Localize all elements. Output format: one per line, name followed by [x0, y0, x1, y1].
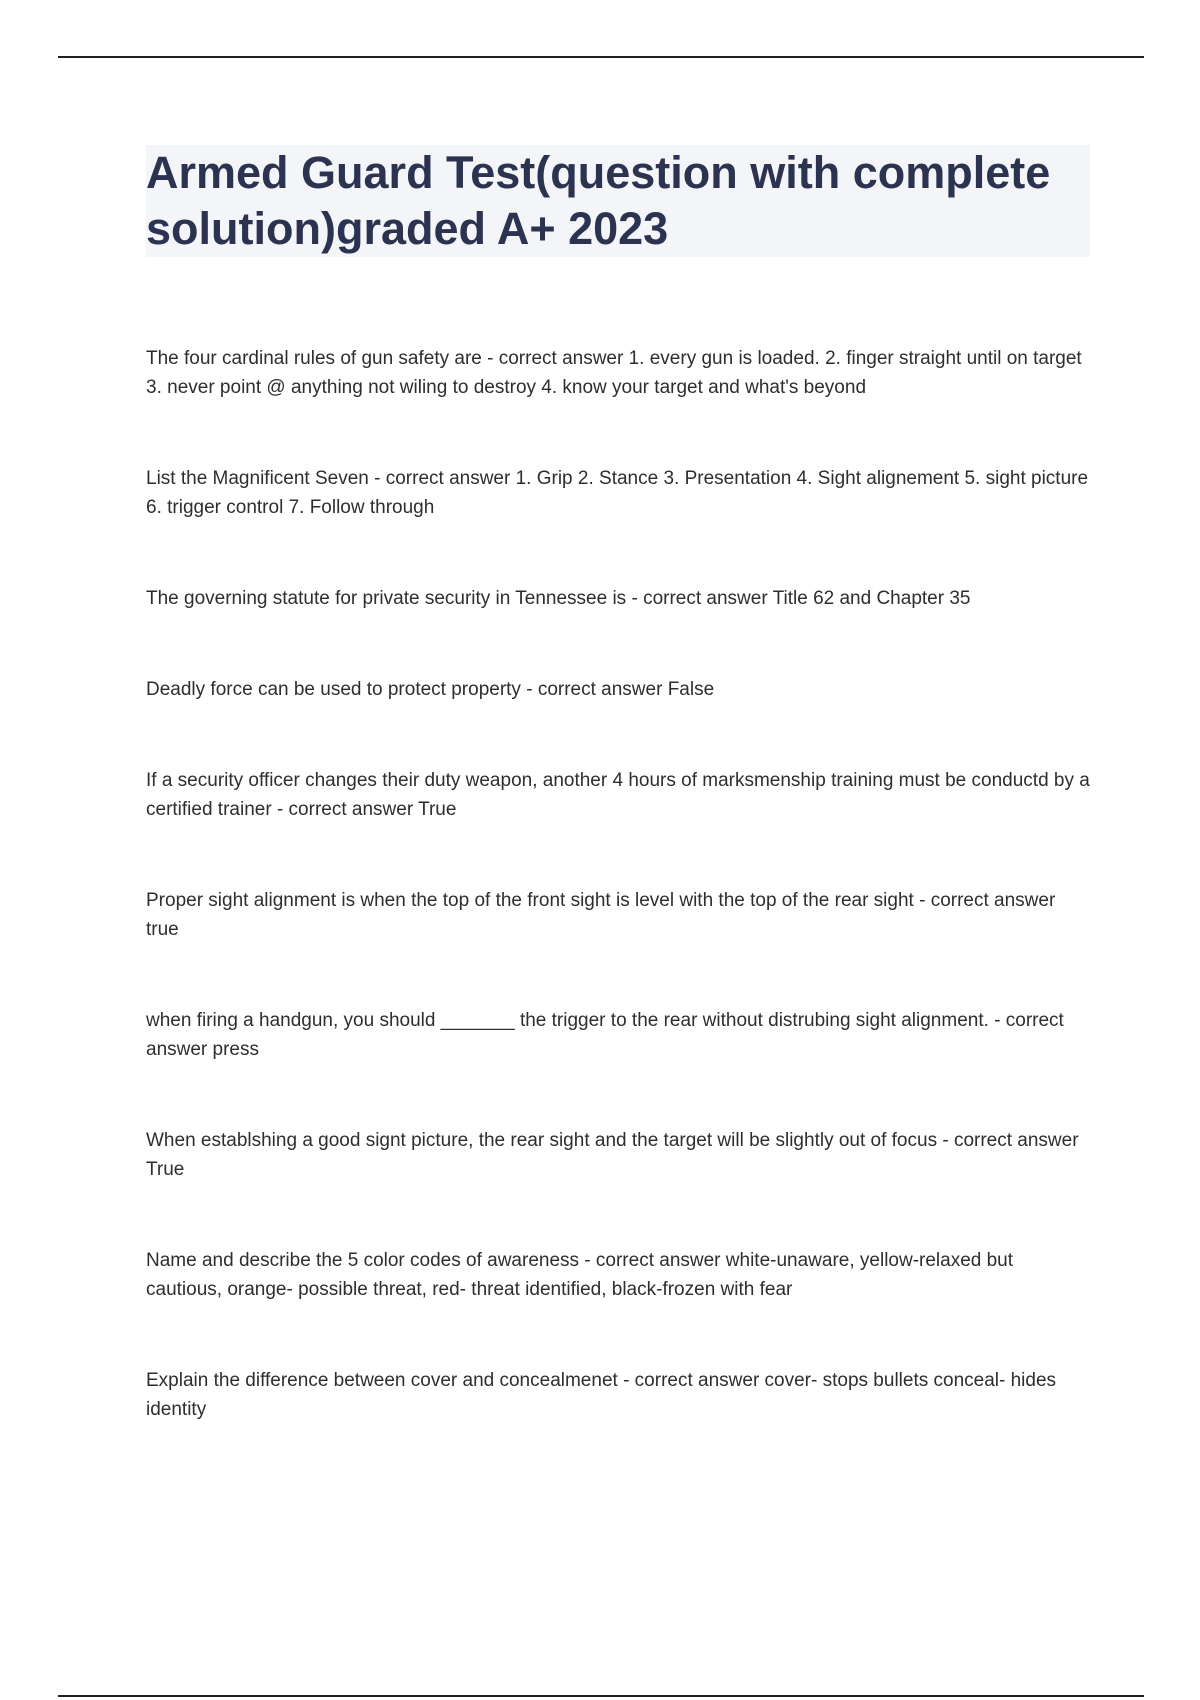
title-block: [146, 145, 1090, 257]
bottom-rule: [58, 1695, 1144, 1697]
document-title: Armed Guard Test(question with complete solution)graded A+ 2023: [146, 147, 1051, 254]
qa-item-7: when firing a handgun, you should _______ the trigger to the rear without distrubing sight alignment. - correct answer press: [146, 1010, 1064, 1060]
top-rule: [58, 56, 1144, 58]
qa-item-9: Name and describe the 5 color codes of awareness - correct answer white-unaware, yellow-relaxed but cautious, orange- possible threat, red- threat identified, black-frozen with fear: [146, 1250, 1014, 1300]
qa-item-3: The governing statute for private security in Tennessee is - correct answer Title 62 and Chapter 35: [146, 588, 971, 609]
qa-item-4: Deadly force can be used to protect property - correct answer False: [146, 679, 715, 700]
qa-item-2: List the Magnificent Seven - correct answer 1. Grip 2. Stance 3. Presentation 4. Sight alignement 5. sight picture 6. trigger control 7. Follow through: [146, 468, 1089, 518]
qa-item-10: Explain the difference between cover and concealmenet - correct answer cover- stops bullets conceal- hides identity: [146, 1370, 1057, 1420]
qa-item-5: If a security officer changes their duty weapon, another 4 hours of marksmenship training must be conductd by a certified trainer - correct answer True: [146, 770, 1090, 820]
qa-list: [146, 344, 1090, 1424]
qa-item-1: The four cardinal rules of gun safety are - correct answer 1. every gun is loaded. 2. finger straight until on target 3. never point @ anything not wiling to destroy 4. know your target and what's beyond: [146, 348, 1082, 398]
qa-item-8: When establshing a good signt picture, the rear sight and the target will be slightly out of focus - correct answer True: [146, 1130, 1079, 1180]
qa-item-6: Proper sight alignment is when the top of the front sight is level with the top of the rear sight - correct answer true: [146, 890, 1056, 940]
